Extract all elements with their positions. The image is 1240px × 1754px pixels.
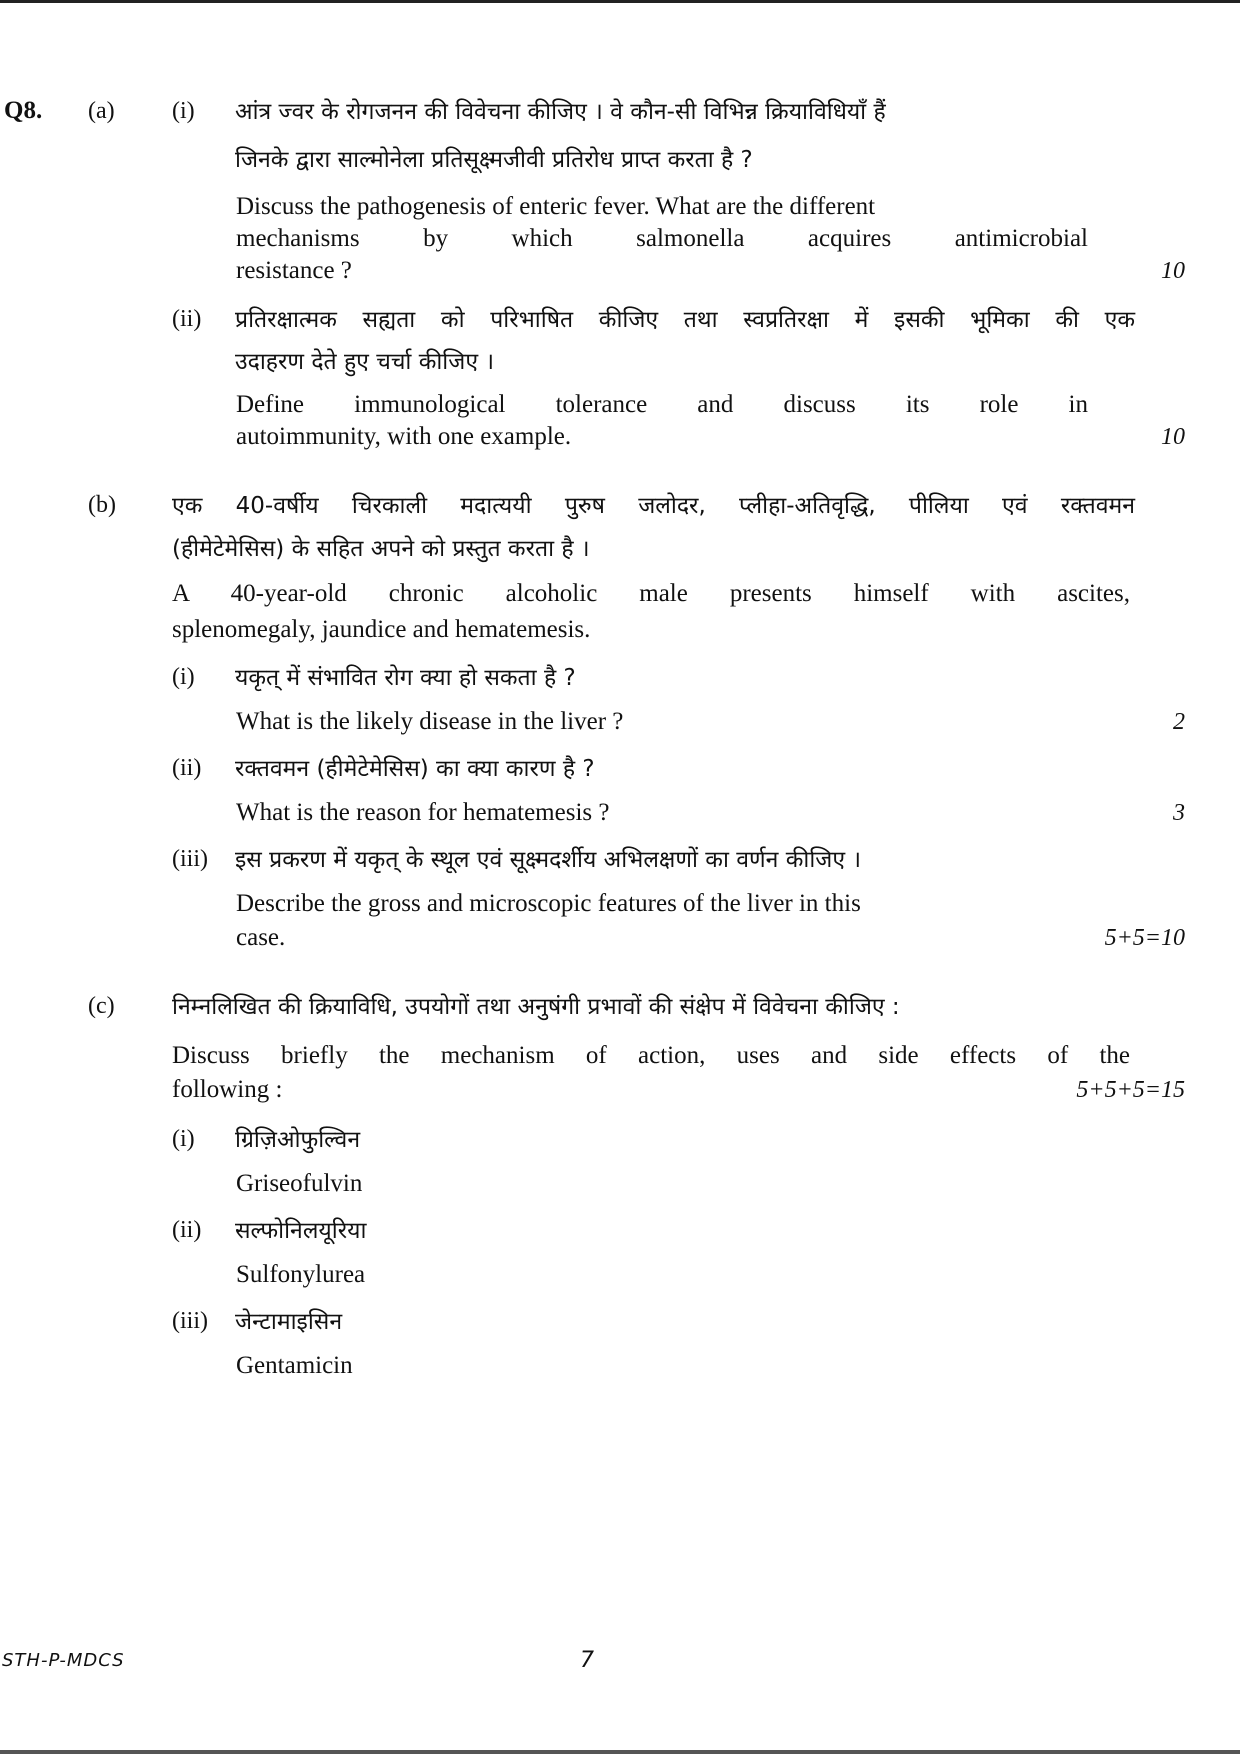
part-c-english-line-2: following : xyxy=(172,1076,283,1103)
part-a-i-english-line-2: mechanisms by which salmonella acquires antimicrobial xyxy=(236,225,1088,252)
part-c-label: (c) xyxy=(88,993,115,1019)
paper-code: STH-P-MDCS xyxy=(2,1650,125,1671)
part-b-iii-hindi: इस प्रकरण में यकृत् के स्थूल एवं सूक्ष्मदर्शीय अभिलक्षणों का वर्णन कीजिए । xyxy=(235,847,862,873)
part-a-i-english-line-1: Discuss the pathogenesis of enteric fever. What are the different xyxy=(236,193,876,220)
part-c-i-english: Griseofulvin xyxy=(236,1170,363,1197)
part-b-hindi-line-1: एक 40-वर्षीय चिरकाली मदात्ययी पुरुष जलोदर, प्लीहा-अतिवृद्धि, पीलिया एवं रक्तवमन xyxy=(172,493,1135,519)
part-b-i-marks: 2 xyxy=(1173,709,1185,735)
part-a-ii-english-line-1: Define immunological tolerance and discuss its role in xyxy=(236,391,1088,418)
part-b-i-english: What is the likely disease in the liver ? xyxy=(236,708,624,735)
scan-top-border xyxy=(0,0,1240,3)
part-c-ii-label: (ii) xyxy=(172,1217,202,1243)
part-a-i-hindi-line-1: आंत्र ज्वर के रोगजनन की विवेचना कीजिए । वे कौन-सी विभिन्न क्रियाविधियाँ हैं xyxy=(235,99,886,125)
part-c-ii-english: Sulfonylurea xyxy=(236,1261,366,1288)
part-a-ii-marks: 10 xyxy=(1161,424,1185,450)
part-b-iii-english-line-1: Describe the gross and microscopic features of the liver in this xyxy=(236,890,861,917)
part-a-ii-hindi-line-2: उदाहरण देते हुए चर्चा कीजिए । xyxy=(235,349,495,375)
part-c-hindi: निम्नलिखित की क्रियाविधि, उपयोगों तथा अनुषंगी प्रभावों की संक्षेप में विवेचना कीजिए : xyxy=(172,994,900,1020)
part-b-iii-english-line-2: case. xyxy=(236,924,286,951)
part-b-ii-hindi: रक्तवमन (हीमेटेमेसिस) का क्या कारण है ? xyxy=(235,756,595,782)
part-c-marks: 5+5+5=15 xyxy=(1076,1077,1185,1103)
part-a-i-marks: 10 xyxy=(1161,258,1185,284)
part-b-i-hindi: यकृत् में संभावित रोग क्या हो सकता है ? xyxy=(235,665,576,691)
part-b-i-label: (i) xyxy=(172,664,195,690)
part-a-ii-label: (ii) xyxy=(172,306,202,332)
part-b-label: (b) xyxy=(88,492,116,518)
part-c-iii-hindi: जेन्टामाइसिन xyxy=(235,1309,343,1335)
part-a-label: (a) xyxy=(88,98,115,124)
part-c-i-label: (i) xyxy=(172,1126,195,1152)
part-b-ii-label: (ii) xyxy=(172,755,202,781)
part-b-iii-label: (iii) xyxy=(172,846,208,872)
part-b-iii-marks: 5+5=10 xyxy=(1104,925,1185,951)
part-a-i-label: (i) xyxy=(172,98,195,124)
part-a-i-hindi-line-2: जिनके द्वारा साल्मोनेला प्रतिसूक्ष्मजीवी प्रतिरोध प्राप्त करता है ? xyxy=(235,147,753,173)
part-c-ii-hindi: सल्फोनिलयूरिया xyxy=(235,1218,367,1244)
part-c-iii-label: (iii) xyxy=(172,1308,208,1334)
part-b-ii-english: What is the reason for hematemesis ? xyxy=(236,799,610,826)
page-number: 7 xyxy=(580,1648,594,1673)
part-c-english-line-1: Discuss briefly the mechanism of action, uses and side effects of the xyxy=(172,1042,1130,1069)
part-b-english-line-1: A 40-year-old chronic alcoholic male presents himself with ascites, xyxy=(172,580,1130,607)
part-a-ii-english-line-2: autoimmunity, with one example. xyxy=(236,423,572,450)
part-a-i-english-line-3: resistance ? xyxy=(236,257,352,284)
part-c-i-hindi: ग्रिज़िओफुल्विन xyxy=(235,1127,361,1153)
part-a-ii-hindi-line-1: प्रतिरक्षात्मक सह्यता को परिभाषित कीजिए तथा स्वप्रतिरक्षा में इसकी भूमिका की एक xyxy=(235,307,1135,333)
part-b-ii-marks: 3 xyxy=(1173,800,1185,826)
part-b-english-line-2: splenomegaly, jaundice and hematemesis. xyxy=(172,616,591,643)
scan-bottom-border xyxy=(0,1750,1240,1754)
part-b-hindi-line-2: (हीमेटेमेसिस) के सहित अपने को प्रस्तुत करता है । xyxy=(172,536,590,562)
question-number: Q8. xyxy=(4,97,43,124)
part-c-iii-english: Gentamicin xyxy=(236,1352,353,1379)
